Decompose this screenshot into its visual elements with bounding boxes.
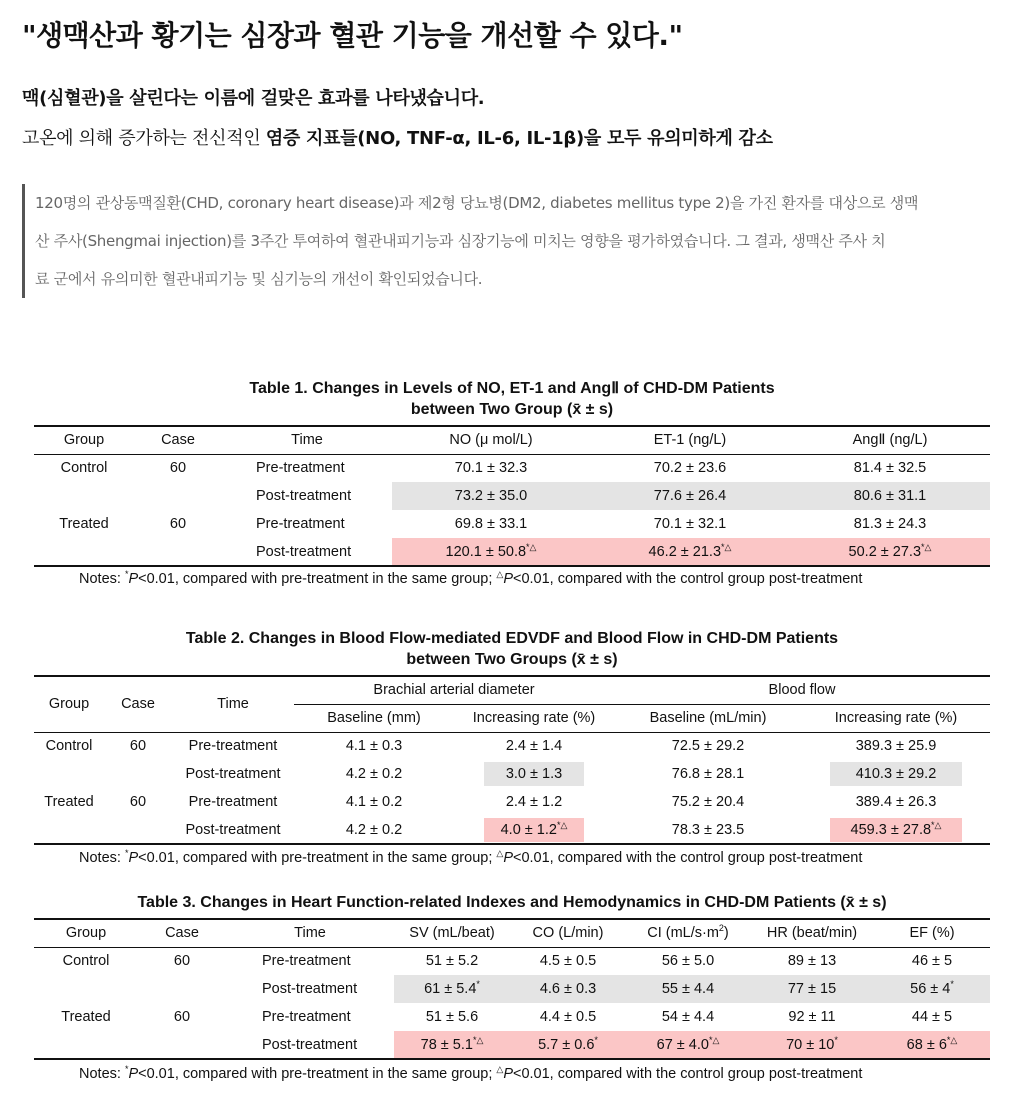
table2-cell: 4.1 ± 0.3 [345,738,403,755]
table3-title [34,892,990,913]
table1-group: Control [60,460,108,477]
quote-line: 료 군에서 유의미한 혈관내피기능 및 심기능의 개선이 확인되었습니다. [35,270,483,288]
table3-header: Group [34,919,138,947]
table1-case [134,482,222,510]
table3-cell: 68 ± 6*△ [874,1031,990,1059]
table1-cell: 70.2 ± 23.6 [653,460,727,477]
table3-header: EF (%) [874,919,990,947]
table1-cell: 80.6 ± 31.1 [790,482,990,510]
table1-case [134,538,222,566]
table1-time: Pre-treatment [256,516,345,532]
table2-cell: 4.1 ± 0.2 [345,794,403,810]
table2-cell: 2.4 ± 1.2 [505,794,563,810]
table1-header: Group [34,426,134,454]
summary-line-2 [22,124,773,150]
table3-cell: 55 ± 4.4 [626,975,750,1003]
table2-time: Post-treatment [172,816,294,844]
summary-line-2-bold: 염증 지표들(NO, TNF-α, IL-6, IL-1β)을 모두 유의미하게 감소 [265,128,773,149]
table2-cell: 76.8 ± 28.1 [671,766,745,782]
table2-group [34,816,104,844]
table1-cell: 73.2 ± 35.0 [392,482,590,510]
table2-cell: 459.3 ± 27.8*△ [802,816,990,844]
table2-title-line1: Table 2. Changes in Blood Flow-mediated EDVDF and Blood Flow in CHD-DM Patients [185,630,839,647]
table1-cell: 50.2 ± 27.3*△ [790,538,990,566]
table1-case: 60 [169,516,187,532]
table3-cell: 77 ± 15 [750,975,874,1003]
table2-header: Case [104,676,172,732]
table3-cell: 51 ± 5.2 [425,953,479,970]
table3-case: 60 [173,953,191,970]
table1-cell: 77.6 ± 26.4 [590,482,790,510]
table2-header: Group [34,676,104,732]
table3-time: Pre-treatment [262,1009,351,1025]
table2-cell: 389.3 ± 25.9 [855,738,937,755]
table2-group: Treated [44,794,94,810]
table3-time: Post-treatment [262,981,358,997]
table1-case: 60 [169,460,187,477]
table1-time: Pre-treatment [256,460,345,477]
table3-case [138,975,226,1003]
table2-title-line2: between Two Groups (x̄ ± s) [406,651,618,668]
table2-cell: 78.3 ± 23.5 [614,816,802,844]
table1-title [34,378,990,420]
table2-cell: 389.4 ± 26.3 [855,794,937,810]
table2-cell: 72.5 ± 29.2 [671,738,745,755]
table3-group: Treated [61,1009,111,1025]
table3-cell: 56 ± 5.0 [661,953,715,970]
table3-time: Pre-treatment [262,953,351,970]
table1-header: AngⅡ (ng/L) [790,426,990,454]
table3-cell: 70 ± 10* [750,1031,874,1059]
table3-group: Control [62,953,110,970]
table3-header: CO (L/min) [510,919,626,947]
table3 [34,918,990,1060]
quote-line: 120명의 관상동맥질환(CHD, coronary heart disease)과 제2형 당뇨병(DM2, diabetes mellitus type 2)을 가진 환자를 대상으로 생맥 [35,194,919,212]
table1-cell: 81.3 ± 24.3 [853,516,927,532]
blockquote [22,184,1020,298]
table3-cell: 4.5 ± 0.5 [539,953,597,970]
table3-cell: 4.6 ± 0.3 [510,975,626,1003]
table3-header: HR (beat/min) [750,919,874,947]
quote-line: 산 주사(Shengmai injection)를 3주간 투여하여 혈관내피기능과 심장기능에 미치는 영향을 평가하였습니다. 그 결과, 생맥산 주사 치 [35,232,886,250]
table2-notes: Notes: *P<0.01, compared with pre-treatment in the same group; △P<0.01, compared with the control group post-treatment [79,848,863,866]
table2-subheader: Increasing rate (%) [802,704,990,732]
table1-title-line2: between Two Group (x̄ ± s) [410,401,614,418]
table2-subheader: Baseline (mm) [294,704,454,732]
table3-time: Post-treatment [226,1031,394,1059]
table3-cell: 5.7 ± 0.6* [510,1031,626,1059]
table1-title-line1: Table 1. Changes in Levels of NO, ET-1 and AngⅡ of CHD-DM Patients [249,380,775,397]
summary-line-2-text: 고온에 의해 증가하는 전신적인 [22,128,266,149]
article-headline: "생맥산과 황기는 심장과 혈관 기능을 개선할 수 있다." [22,19,683,52]
table2-cell: 4.2 ± 0.2 [294,816,454,844]
table3-cell: 54 ± 4.4 [661,1009,715,1025]
table3-cell: 44 ± 5 [911,1009,953,1025]
table2-time: Post-treatment [185,766,281,782]
table2-subheader: Baseline (mL/min) [614,704,802,732]
table2-case: 60 [129,738,147,755]
table2-case: 60 [129,794,147,810]
table3-header: CI $(mL/s\cdot m^2)$ [626,919,750,947]
table2-time: Pre-treatment [188,794,278,810]
table1-notes: Notes: *P<0.01, compared with pre-treatment in the same group; △P<0.01, compared with the control group post-treatment [79,569,863,587]
table3-cell: 67 ± 4.0*△ [626,1031,750,1059]
table3-group [34,1031,138,1059]
table3-header: SV (mL/beat) [394,919,510,947]
table1-cell: 70.1 ± 32.1 [653,516,727,532]
table1-header: ET-1 (ng/L) [590,426,790,454]
table1-cell: 70.1 ± 32.3 [454,460,528,477]
table2-case [104,760,172,788]
table3-case: 60 [173,1009,191,1025]
table2-cell: 410.3 ± 29.2 [802,760,990,788]
table2-cell: 75.2 ± 20.4 [671,794,745,810]
table1-header: NO (μ mol/L) [392,426,590,454]
table2-cell: 4.2 ± 0.2 [345,766,403,782]
summary-line-1: 맥(심혈관)을 살린다는 이름에 걸맞은 효과를 나타냈습니다. [22,88,485,109]
table1-cell: 120.1 ± 50.8*△ [392,538,590,566]
table1-group [34,482,134,510]
table1-cell: 81.4 ± 32.5 [853,460,927,477]
table3-cell: 92 ± 11 [788,1009,836,1025]
table2-time: Pre-treatment [188,738,278,755]
table2-cell: 3.0 ± 1.3 [454,760,614,788]
table1-time: Post-treatment [222,538,392,566]
table1-header: Time [222,426,392,454]
table2-group [34,760,104,788]
table3-cell: 78 ± 5.1*△ [394,1031,510,1059]
table3-title-line: Table 3. Changes in Heart Function-related Indexes and Hemodynamics in CHD-DM Patients (x̄ ± s) [137,894,887,911]
table2-cell: 2.4 ± 1.4 [505,738,563,755]
table2-group: Control [45,738,93,755]
table1-header: Case [134,426,222,454]
table2-header: Blood flow [614,676,990,704]
table3-notes: Notes: *P<0.01, compared with pre-treatment in the same group; △P<0.01, compared with the control group post-treatment [79,1064,863,1082]
table3-group [34,975,138,1003]
table2-header: Brachial arterial diameter [294,676,614,704]
table3-case [138,1031,226,1059]
table3-header: Time [226,919,394,947]
table2-cell: 4.0 ± 1.2*△ [454,816,614,844]
table2-title [34,628,990,670]
table1-cell: 46.2 ± 21.3*△ [590,538,790,566]
table3-cell: 56 ± 4* [874,975,990,1003]
table3-cell: 4.4 ± 0.5 [539,1009,597,1025]
table1 [34,425,990,567]
table3-cell: 51 ± 5.6 [425,1009,479,1025]
table1-time: Post-treatment [256,488,352,504]
table3-cell: 61 ± 5.4* [394,975,510,1003]
table1-group: Treated [59,516,109,532]
table2-header: Time [172,676,294,732]
table1-group [34,538,134,566]
table2 [34,675,990,845]
table2-subheader: Increasing rate (%) [454,704,614,732]
table3-header: Case [138,919,226,947]
table3-cell: 89 ± 13 [787,953,837,970]
table2-case [104,816,172,844]
table3-cell: 46 ± 5 [911,953,953,970]
table1-cell: 69.8 ± 33.1 [454,516,528,532]
